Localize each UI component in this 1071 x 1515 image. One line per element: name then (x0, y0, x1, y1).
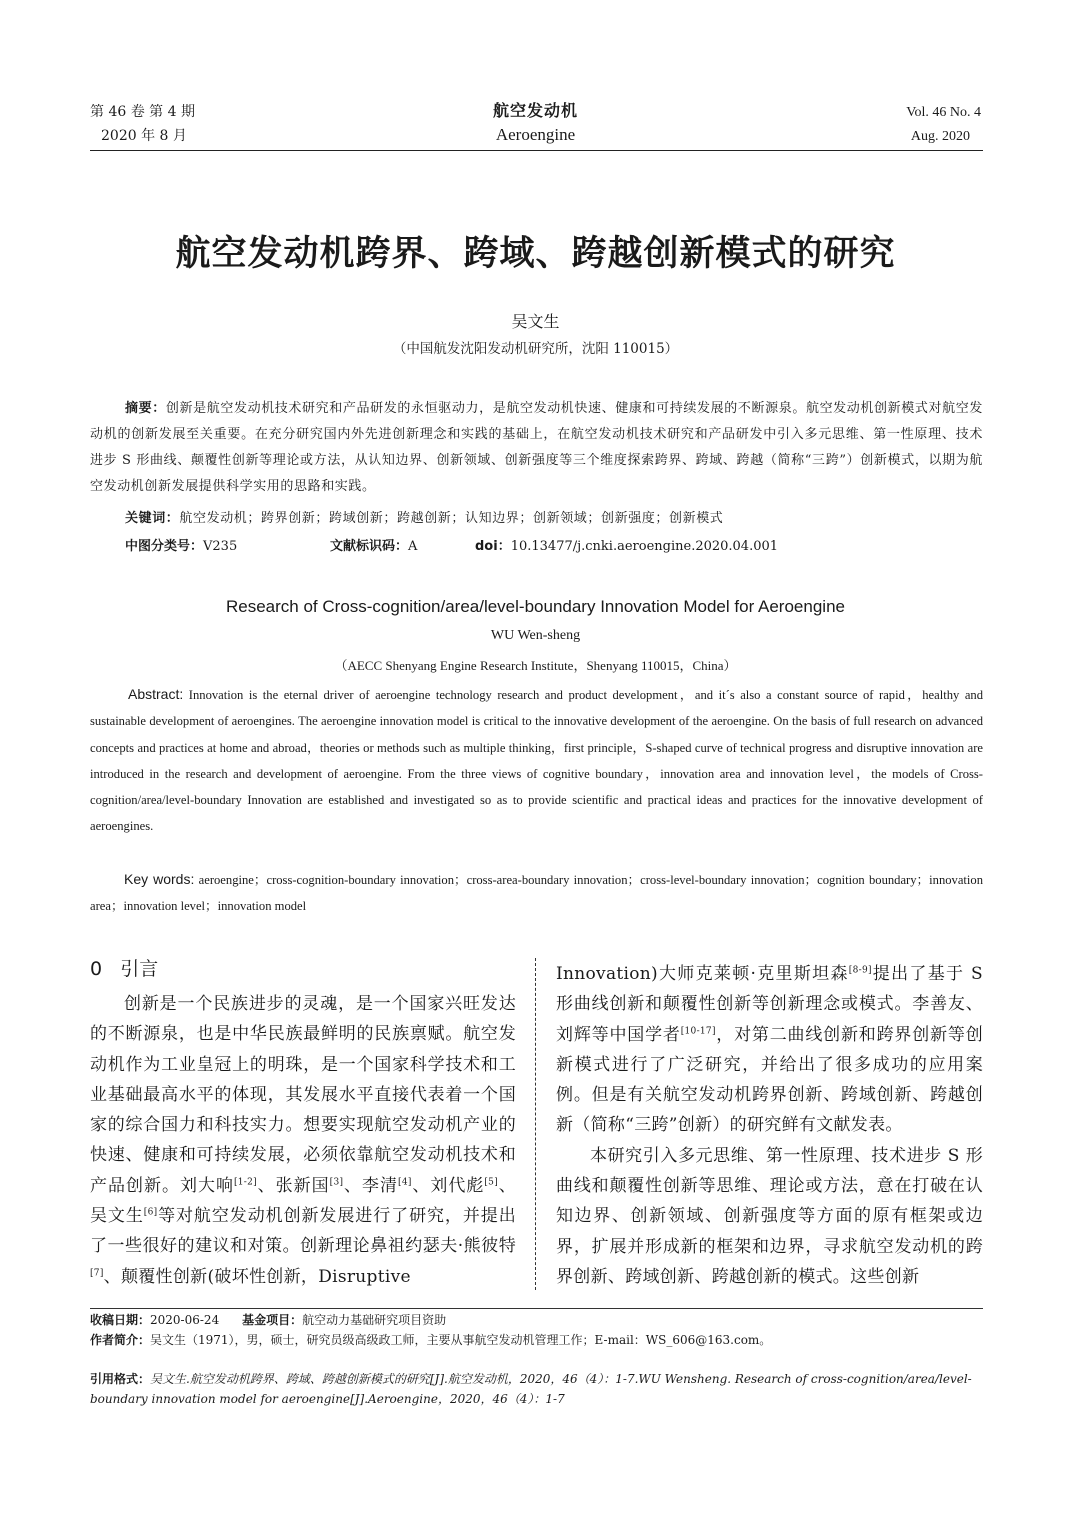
author-en: WU Wen-sheng (490, 628, 581, 643)
footnote-author (90, 1330, 983, 1350)
citation-label: 引用格式： (90, 1372, 151, 1386)
body-right-column (556, 959, 983, 1292)
keywords-en-label: Key words: (124, 871, 195, 887)
document-code (330, 537, 417, 557)
abstract-en (90, 681, 983, 840)
abstract-cn (90, 396, 983, 500)
affiliation-cn: （中国航发沈阳发动机研究所，沈阳 110015） (392, 341, 679, 357)
body-paragraph: 创新是一个民族进步的灵魂，是一个国家兴旺发达的不断源泉，也是中华民族最鲜明的民族禀赋。航空发动机作为工业皇冠上的明珠，是一个国家科学技术和工业基础最高水平的体现，其发展水平直接代表着一个国家的综合国力和科技实力。想要实现航空发动机产业的快速、健康和可持续发展，必须依靠航空发动机技术和产品创新。刘大响[1-2]、张新国[3]、李清[4]、刘代彪[5]、吴文生[6]等对航空发动机创新发展进行了研究，并提出了一些很好的建议和对策。创新理论鼻祖约瑟夫·熊彼特[7]、颠覆性创新(破坏性创新，Disruptive (90, 994, 517, 1287)
paper-title-cn: 航空发动机跨界、跨域、跨越创新模式的研究 (175, 233, 896, 274)
keywords-en (90, 866, 983, 920)
classification-info (125, 537, 237, 557)
abstract-en-label: Abstract: (128, 686, 184, 702)
section-number: 0 (90, 958, 103, 980)
header-volume-en: Vol. 46 No. 4 (906, 105, 981, 120)
body-paragraph: Innovation)大师克莱顿·克里斯坦森[8-9]提出了基于 S 形曲线创新和颠覆性创新等创新理念或模式。李善友、刘辉等中国学者[10-17]，对第二曲线创新和跨界创新等创新模式进行了广泛研究，并给出了很多成功的应用案例。但是有关航空发动机跨界创新、跨域创新、跨越创新（简称“三跨”创新）的研究鲜有文献发表。 (556, 964, 983, 1136)
header-date-cn: 2020 年 8 月 (101, 128, 187, 144)
author-cn: 吴文生 (511, 312, 560, 331)
reference-marker: [8-9] (848, 965, 872, 976)
citation-text: 吴文生.航空发动机跨界、跨域、跨越创新模式的研究[J].航空发动机，2020，46（4）：1-7.WU Wensheng. Research of cross-cognition/area/level-boundary innovation model for aeroengine[J].Aeroengine，2020，46（4）：1-7 (90, 1372, 972, 1406)
affiliation-en: （AECC Shenyang Engine Research Institute，Shenyang 110015，China） (334, 658, 737, 673)
document-code-value: A (408, 539, 418, 554)
reference-marker: [7] (90, 1268, 104, 1279)
header-journal-en: Aeroengine (495, 125, 576, 144)
section-heading (90, 954, 158, 981)
reference-marker: [6] (143, 1207, 158, 1218)
doi-label: doi： (475, 539, 511, 554)
keywords-en-text: aeroengine；cross-cognition-boundary innovation；cross-area-boundary innovation；cross-level-boundary innovation；cognition boundary；innovation area；innovation level；innovation model (90, 873, 984, 914)
doi (475, 537, 778, 557)
section-title: 引言 (120, 958, 159, 980)
header-date-en: Aug. 2020 (910, 129, 970, 144)
keywords-cn-text: 航空发动机；跨界创新；跨域创新；跨越创新；认知边界；创新领域；创新强度；创新模式 (179, 511, 724, 526)
author-info-label: 作者简介： (90, 1333, 151, 1347)
abstract-cn-text: 创新是航空发动机技术研究和产品研发的永恒驱动力，是航空发动机快速、健康和可持续发展的不断源泉。航空发动机创新模式对航空发动机的创新发展至关重要。在充分研究国内外先进创新理念和实践的基础上，在航空发动机技术研究和产品研发中引入多元思维、第一性原理、技术进步 S 形曲线、颠覆性创新等理论或方法，从认知边界、创新领域、创新强度等三个维度探索跨界、跨域、跨越（简称“三跨”）创新模式，以期为航空发动机创新发展提供科学实用的思路和实践。 (90, 401, 983, 494)
reference-marker: [5] (484, 1177, 499, 1188)
keywords-cn (90, 506, 983, 532)
document-code-label: 文献标识码： (330, 539, 409, 554)
footnote-rule (90, 1308, 983, 1309)
clc-label: 中图分类号： (125, 539, 204, 554)
keywords-cn-label: 关键词： (125, 511, 180, 526)
body-paragraph: 本研究引入多元思维、第一性原理、技术进步 S 形曲线和颠覆性创新等思维、理论或方法，意在打破在认知边界、创新领域、创新强度等方面的原有框架或边界，扩展并形成新的框架和边界，寻求航空发动机的跨界创新、跨域创新、跨越创新的模式。这些创新 (556, 1145, 983, 1287)
fund-value: 航空动力基础研究项目资助 (302, 1313, 447, 1327)
author-info-value: 吴文生（1971），男，硕士，研究员级高级政工师，主要从事航空发动机管理工作；E-mail：WS_606@163.com。 (150, 1333, 772, 1347)
header-rule (90, 150, 983, 151)
reference-marker: [3] (329, 1177, 344, 1188)
abstract-en-text: Innovation is the eternal driver of aeroengine technology research and product development，and it´s also a constant source of rapid，healthy and sustainable development of aeroengines. The aeroengine innovation model is critical to the innovative development of the aeroengine. On the basis of full research on advanced concepts and practices at home and abroad，theories or methods such as multiple thinking，first principle，S-shaped curve of technical progress and disruptive innovation are introduced in the research and development of aeroengine. From the three views of cognitive boundary，innovation area and innovation level，the models of Cross-cognition/area/level-boundary Innovation are established and investigated so as to provide scientific and practical ideas and practices for the innovative development of aeroengines. (90, 688, 984, 834)
clc-value: V235 (203, 539, 238, 554)
fund-label: 基金项目： (242, 1313, 303, 1327)
header-volume-cn: 第 46 卷 第 4 期 (90, 104, 195, 120)
column-divider (535, 958, 536, 1290)
received-value: 2020-06-24 (150, 1313, 220, 1327)
abstract-cn-label: 摘要： (125, 401, 166, 416)
citation (90, 1369, 983, 1409)
received-label: 收稿日期： (90, 1313, 151, 1327)
reference-marker: [4] (398, 1177, 412, 1188)
body-left-column (90, 989, 516, 1292)
reference-marker: [1-2] (233, 1177, 257, 1188)
header-journal-cn: 航空发动机 (492, 101, 578, 120)
reference-marker: [10-17] (680, 1025, 716, 1036)
paper-title-en: Research of Cross-cognition/area/level-boundary Innovation Model for Aeroengine (226, 597, 845, 616)
doi-value: 10.13477/j.cnki.aeroengine.2020.04.001 (510, 539, 779, 554)
footnote-received (90, 1310, 983, 1330)
